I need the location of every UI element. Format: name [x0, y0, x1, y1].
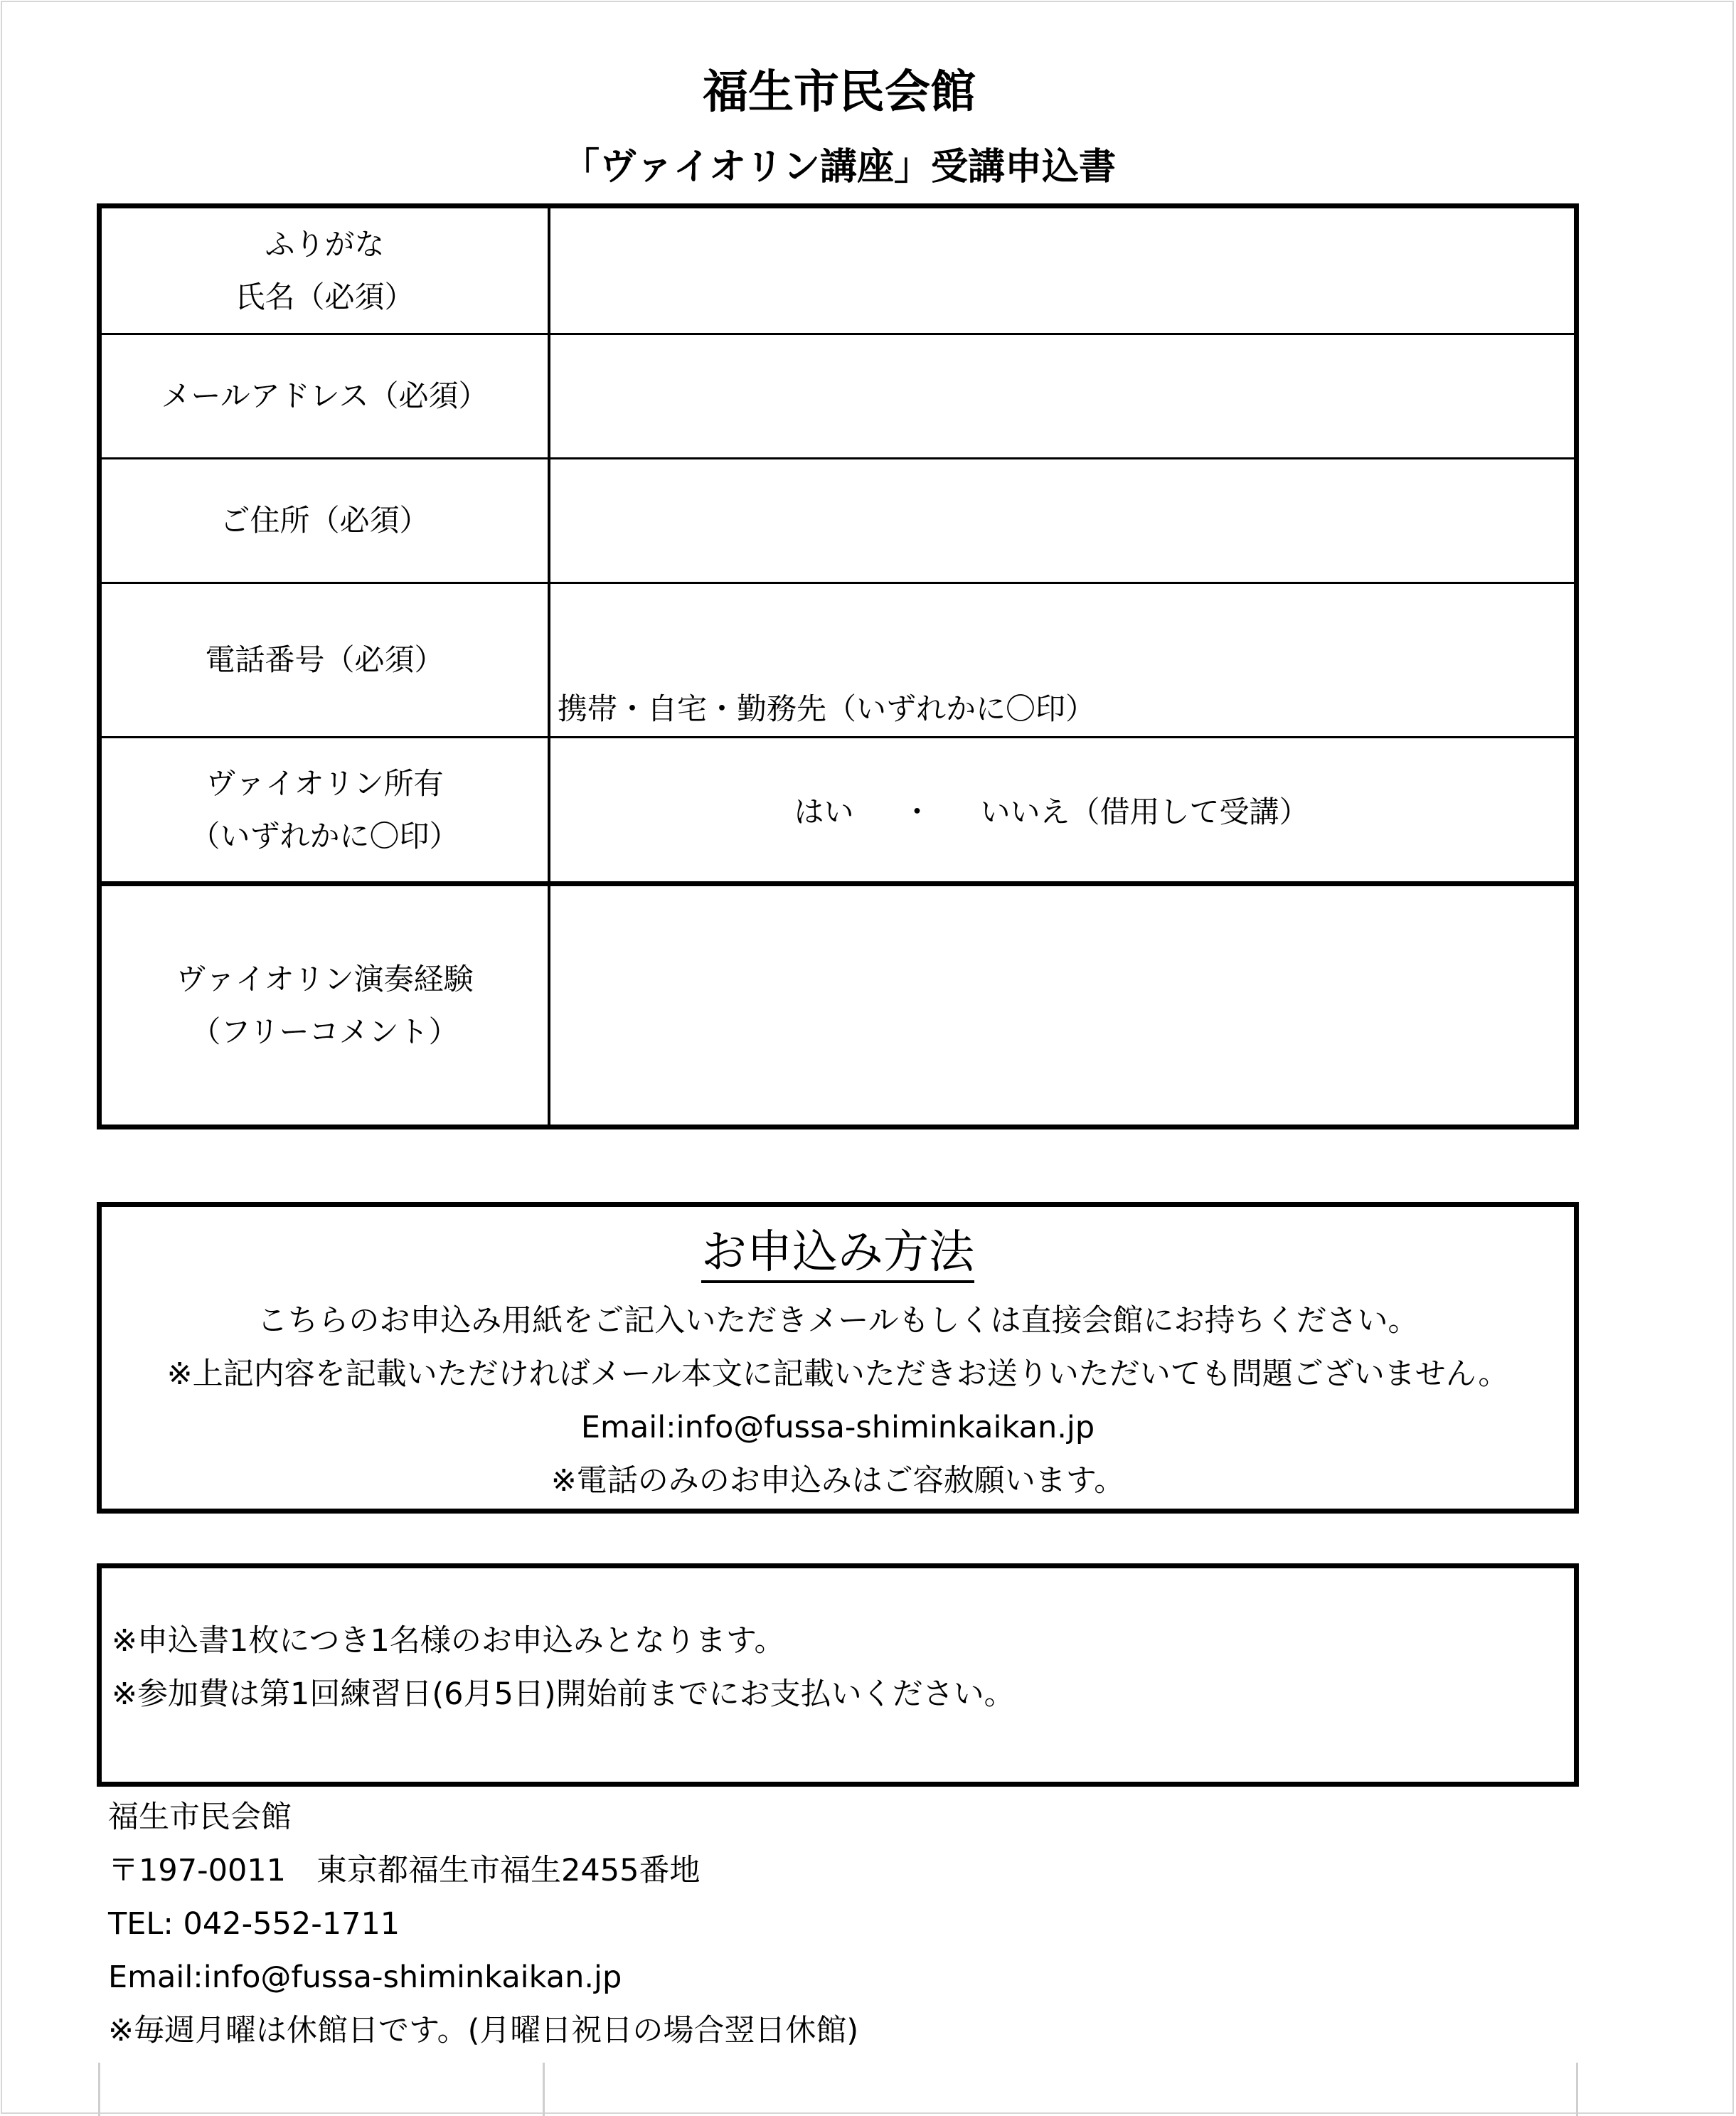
notes-box: [97, 1563, 1579, 1787]
option-no-borrow[interactable]: いいえ（借用して受講）: [980, 794, 1309, 829]
footer-phone: TEL: 042-552-1711: [108, 1906, 400, 1942]
continuation-line: [543, 2063, 545, 2116]
form-label-email: [102, 335, 548, 457]
violin-ownership-label: ヴァイオリン所有: [206, 765, 444, 801]
form-row-phone: [102, 584, 1574, 738]
furigana-label: ふりがな: [265, 226, 385, 262]
option-separator: ・: [902, 794, 932, 829]
footer-venue-name: 福生市民会館: [108, 1799, 292, 1835]
footer-address: 〒197-0011 東京都福生市福生2455番地: [108, 1853, 701, 1888]
name-label: 氏名（必須）: [235, 279, 415, 314]
page-title: 福生市民会館: [703, 66, 976, 119]
violin-ownership-options: [548, 738, 1574, 881]
violin-ownership-instruction: （いずれかに〇印）: [190, 818, 459, 854]
method-email-address[interactable]: Email:info@fussa-shiminkaikan.jp: [580, 1410, 1095, 1445]
email-input-field[interactable]: [548, 335, 1574, 457]
method-phone-note: ※電話のみのお申込みはご容赦願います。: [550, 1463, 1125, 1499]
form-row-address: [102, 459, 1574, 584]
form-label-name: [102, 208, 548, 333]
form-label-experience: [102, 886, 548, 1125]
method-email-body-note: ※上記内容を記載いただければメール本文に記載いただきお送りいただいても問題ございません。: [166, 1356, 1509, 1392]
form-row-email: [102, 335, 1574, 459]
experience-label: ヴァイオリン演奏経験: [176, 961, 474, 996]
phone-label: 電話番号（必須）: [205, 642, 444, 677]
continuation-line: [98, 2063, 100, 2116]
form-label-address: [102, 459, 548, 582]
application-form-table: [97, 203, 1579, 1129]
footer-closed-days: ※毎週月曜は休館日です。(月曜日祝日の場合翌日休館): [108, 2013, 859, 2048]
email-label: メールアドレス（必須）: [161, 378, 489, 413]
method-instruction: こちらのお申込み用紙をご記入いただきメールもしくは直接会館にお持ちください。: [257, 1303, 1419, 1339]
form-row-violin-ownership: [102, 738, 1574, 886]
form-subtitle: 「ヴァイオリン講座」受講申込書: [563, 146, 1116, 188]
phone-type-note: 携帯・自宅・勤務先（いずれかに〇印）: [558, 691, 1096, 726]
application-method-box: [97, 1202, 1579, 1514]
method-heading: お申込み方法: [102, 1223, 1574, 1282]
form-label-phone: [102, 584, 548, 736]
experience-comment-field[interactable]: [548, 886, 1574, 1125]
continuation-line: [1576, 2063, 1578, 2116]
note-fee-payment: ※参加費は第1回練習日(6月5日)開始前までにお支払いください。: [112, 1676, 1015, 1712]
address-input-field[interactable]: [548, 459, 1574, 582]
form-label-violin-ownership: [102, 738, 548, 881]
form-row-name: [102, 208, 1574, 335]
experience-instruction: （フリーコメント）: [191, 1014, 459, 1049]
phone-input-field[interactable]: [548, 584, 1574, 736]
note-one-per-form: ※申込書1枚につき1名様のお申込みとなります。: [112, 1623, 785, 1659]
footer-email[interactable]: Email:info@fussa-shiminkaikan.jp: [108, 1960, 622, 1995]
form-row-experience: [102, 886, 1574, 1125]
name-input-field[interactable]: [548, 208, 1574, 333]
option-yes[interactable]: はい: [794, 794, 854, 829]
address-label: ご住所（必須）: [220, 503, 430, 538]
